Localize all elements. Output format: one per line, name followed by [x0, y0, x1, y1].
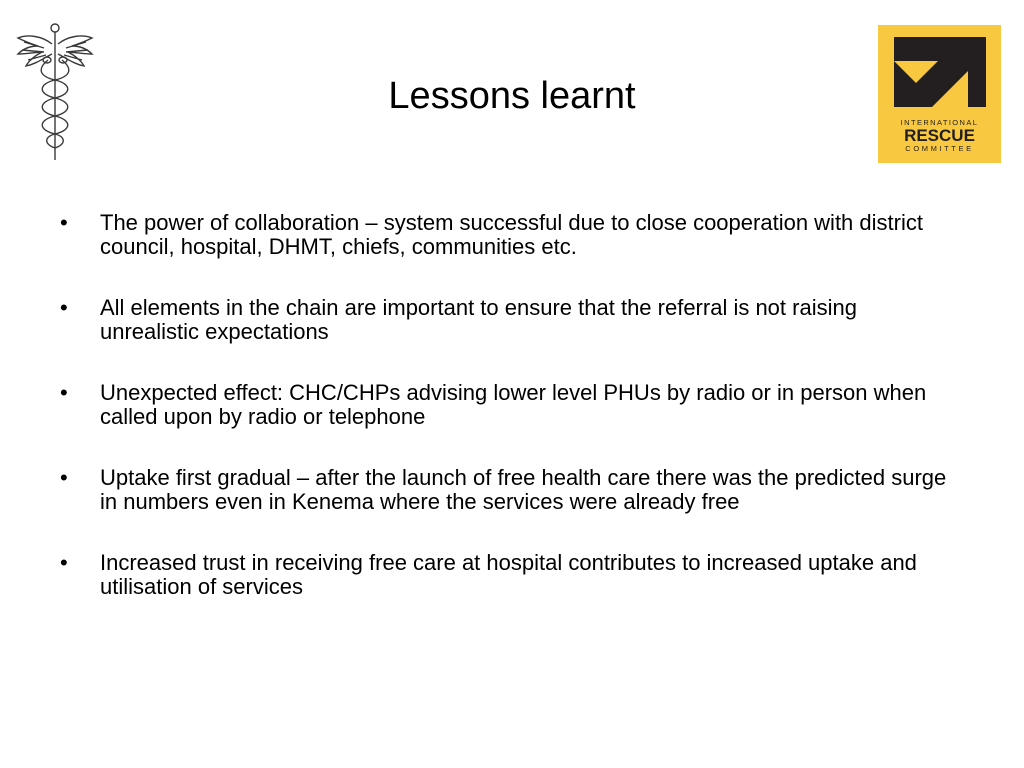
- bullet-text: All elements in the chain are important to ensure that the referral is not raising unrealistic expectations: [100, 295, 857, 344]
- bullet-item: [60, 381, 960, 429]
- bullet-text: The power of collaboration – system successful due to close cooperation with district council, hospital, DHMT, chiefs, communities etc.: [100, 210, 923, 259]
- slide-title: Lessons learnt: [388, 75, 636, 117]
- bullet-marker: •: [60, 295, 68, 320]
- irc-logo-line1: INTERNATIONAL: [900, 118, 979, 127]
- bullet-marker: •: [60, 210, 68, 235]
- bullet-list: [60, 211, 960, 636]
- bullet-item: [60, 551, 960, 599]
- bullet-marker: •: [60, 380, 68, 405]
- bullet-item: [60, 466, 960, 514]
- bullet-marker: •: [60, 465, 68, 490]
- bullet-text: Unexpected effect: CHC/CHPs advising lower level PHUs by radio or in person when called upon by radio or telephone: [100, 380, 927, 429]
- bullet-item: [60, 211, 960, 259]
- bullet-text: Uptake first gradual – after the launch of free health care there was the predicted surge in numbers even in Kenema where the services were already free: [100, 465, 947, 514]
- bullet-text: Increased trust in receiving free care at hospital contributes to increased uptake and utilisation of services: [100, 550, 917, 599]
- bullet-marker: •: [60, 550, 68, 575]
- irc-logo-line2: RESCUE: [904, 126, 975, 145]
- bullet-item: [60, 296, 960, 344]
- irc-logo-line3: COMMITTEE: [905, 144, 974, 153]
